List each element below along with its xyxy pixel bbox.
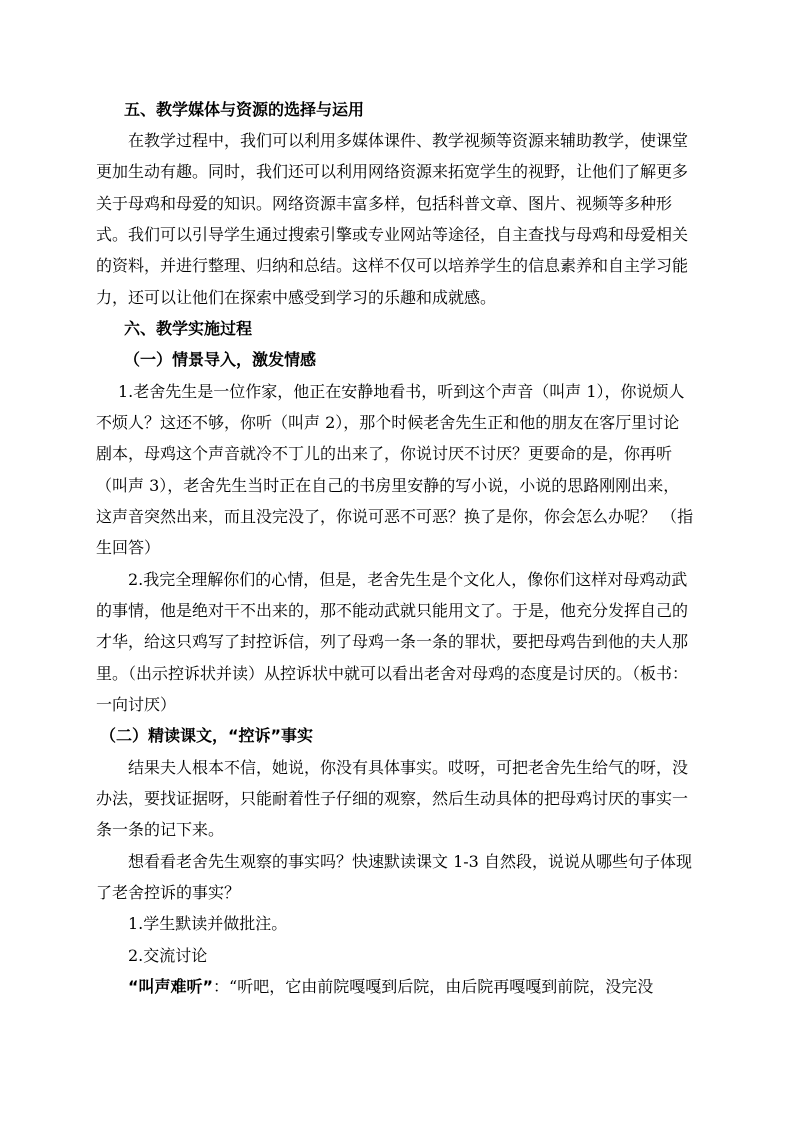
quote-line	[128, 977, 653, 997]
paragraph-line: 这声音突然出来，而且没完没了，你说可恶不可恶？换了是你，你会怎么办呢？ （指	[96, 507, 694, 526]
paragraph-line: 关于母鸡和母爱的知识。网络资源丰富多样，包括科普文章、图片、视频等多种形	[96, 194, 673, 213]
paragraph-line: 剧本，母鸡这个声音就冷不丁儿的出来了，你说讨厌不讨厌？更要命的是，你再听	[96, 444, 673, 463]
paragraph-line: 的资料，并进行整理、归纳和总结。这样不仅可以培养学生的信息素养和自主学习能	[96, 256, 689, 275]
list-item: 2.交流讨论	[128, 946, 208, 965]
section-5-heading: 五、教学媒体与资源的选择与运用	[124, 100, 365, 119]
paragraph-line: 在教学过程中，我们可以利用多媒体课件、教学视频等资源来辅助教学，使课堂	[128, 131, 689, 150]
quote-label: “叫声难听”	[128, 977, 214, 996]
subsection-1-heading: （一）情景导入，激发情感	[124, 350, 317, 369]
list-item: 1.学生默读并做批注。	[128, 914, 288, 933]
paragraph-line: 式。我们可以引导学生通过搜索引擎或专业网站等途径，自主查找与母鸡和母爱相关	[96, 225, 689, 244]
paragraph-line: 一向讨厌）	[96, 695, 177, 714]
paragraph-line: 结果夫人根本不信，她说，你没有具体事实。哎呀，可把老舍先生给气的呀，没	[128, 758, 689, 777]
paragraph-line: 力，还可以让他们在探索中感受到学习的乐趣和成就感。	[96, 288, 497, 307]
paragraph-line: 办法，要找证据呀，只能耐着性子仔细的观察，然后生动具体的把母鸡讨厌的事实一	[96, 789, 689, 808]
quote-text: ：“听吧，它由前院嘎嘎到后院，由后院再嘎嘎到前院，没完没	[213, 977, 654, 996]
paragraph-line: 条一条的记下来。	[96, 820, 225, 839]
section-6-heading: 六、教学实施过程	[124, 319, 253, 338]
paragraph-line: 想看看老舍先生观察的事实吗？快速默读课文 1-3 自然段，说说从哪些句子体现	[128, 852, 692, 871]
paragraph-line: 才华，给这只鸡写了封控诉信，列了母鸡一条一条的罪状，要把母鸡告到他的夫人那	[96, 632, 689, 651]
paragraph-line: 更加生动有趣。同时，我们还可以利用网络资源来拓宽学生的视野，让他们了解更多	[96, 162, 689, 181]
paragraph-line: 里。（出示控诉状并读）从控诉状中就可以看出老舍对母鸡的态度是讨厌的。（板书：	[96, 664, 689, 683]
subsection-2-heading: （二）精读课文，“控诉”事实	[100, 726, 314, 745]
paragraph-line: （叫声 3），老舍先生当时正在自己的书房里安静的写小说，小说的思路刚刚出来，	[96, 476, 680, 495]
paragraph-line: 的事情，他是绝对干不出来的，那不能动武就只能用文了。于是，他充分发挥自己的	[96, 601, 689, 620]
paragraph-line: 2.我完全理解你们的心情，但是，老舍先生是个文化人，像你们这样对母鸡动武	[128, 570, 688, 589]
paragraph-line: 1.老舍先生是一位作家，他正在安静地看书，听到这个声音（叫声 1），你说烦人	[118, 382, 685, 401]
paragraph-line: 了老舍控诉的事实？	[96, 883, 241, 902]
paragraph-line: 不烦人？这还不够，你听（叫声 2），那个时候老舍先生正和他的朋友在客厅里讨论	[96, 413, 680, 432]
paragraph-line: 生回答）	[96, 538, 161, 557]
